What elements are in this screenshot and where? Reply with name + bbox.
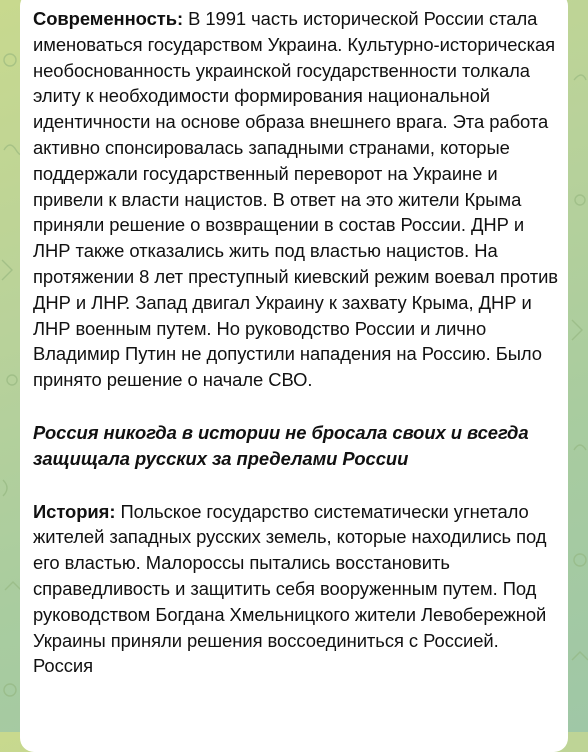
paragraph-label-history: История: [33, 500, 116, 522]
message-bubble [20, 0, 568, 752]
message-paragraph-modernity [33, 6, 558, 393]
paragraph-text-history: Польское государство систематически угнетало жителей западных русских земель, которые находились под его властью. Малороссы пытались восстановить справедливость и защитить себя вооруженным путем. Под руководством Богдана Хмельницкого жители Левобережной Украины приняли решения воссоединиться с Россией. Россия [33, 500, 547, 677]
paragraph-label-modernity: Современность: [33, 8, 184, 29]
message-quote: Россия никогда в истории не бросала своих и всегда защищала русских за пределами России [33, 421, 529, 469]
message-paragraph-history [33, 499, 558, 680]
paragraph-text-modernity: В 1991 часть исторической России стала именоваться государством Украина. Культурно-историческая необоснованность украинской государственности толкала элиту к необходимости формирования национальной идентичности на основе образа внешнего врага. Эта работа активно спонсировалась западными странами, которые поддержали государственный переворот на Украине и привели к власти нацистов. В ответ на это жители Крыма приняли решение о возвращении в состав России. ДНР и ЛНР также отказались жить под властью нацистов. На протяжении 8 лет преступный киевский режим воевал против ДНР и ЛНР. Запад двигал Украину к захвату Крыма, ДНР и ЛНР военным путем. Но руководство России и лично Владимир Путин не допустили нападения на Россию. Было принято решение о начале СВО. [33, 8, 559, 391]
